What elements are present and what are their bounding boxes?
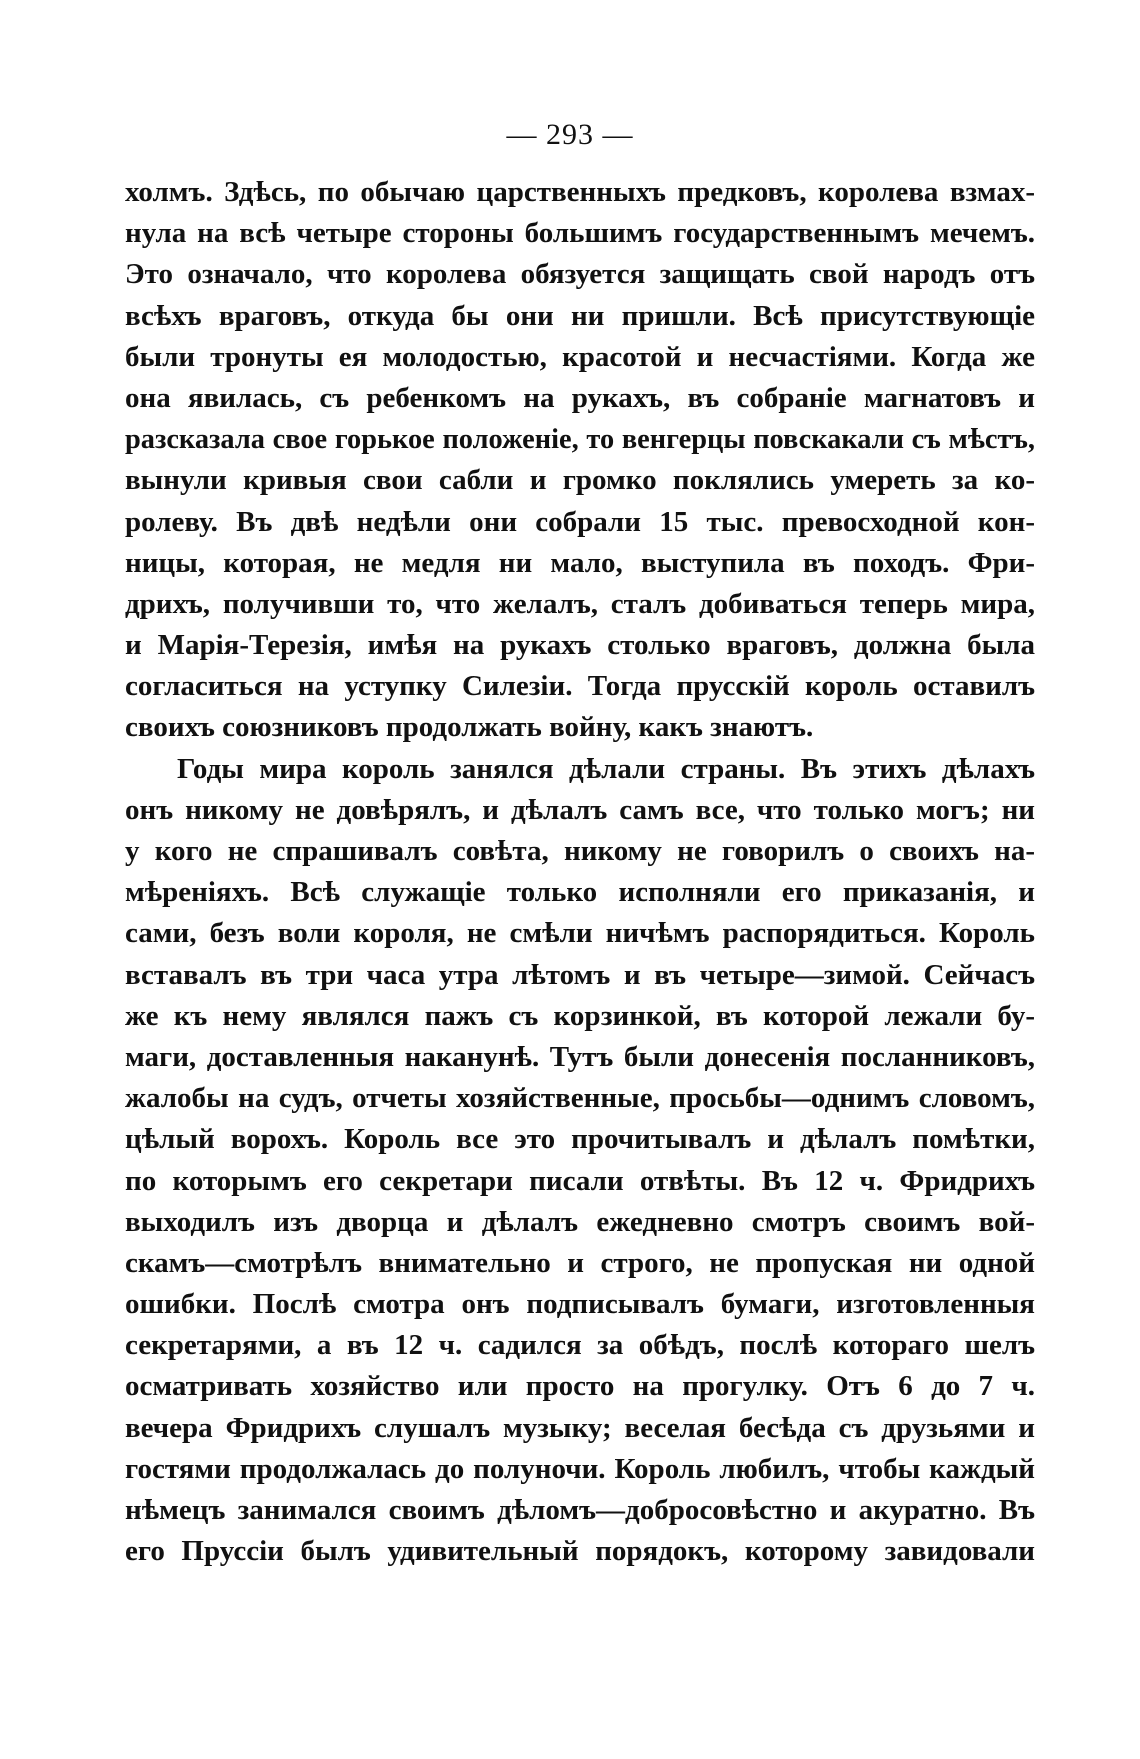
text-line: гостями продолжалась до полуночи. Король любилъ, чтобы каждый [125, 1452, 1035, 1485]
text-line: жалобы на судъ, отчеты хозяйственные, просьбы—однимъ словомъ, [125, 1082, 1035, 1115]
text-line: нѣмецъ занимался своимъ дѣломъ—добросовѣстно и акуратно. Въ [125, 1494, 1035, 1526]
text-line: мѣреніяхъ. Всѣ служащіе только исполняли его приказанія, и [125, 876, 1035, 909]
text-line: вечера Фридрихъ слушалъ музыку; веселая бесѣда съ друзьями и [125, 1411, 1035, 1444]
text-line: нула на всѣ четыре стороны большимъ государственнымъ мечемъ. [125, 217, 1035, 250]
text-line: скамъ—смотрѣлъ внимательно и строго, не пропуская ни одной [125, 1246, 1035, 1279]
text-line: его Пруссіи былъ удивительный порядокъ, которому завидовали [125, 1535, 1035, 1568]
text-line: у кого не спрашивалъ совѣта, никому не говорилъ о своихъ на- [125, 835, 1035, 867]
text-line: выходилъ изъ дворца и дѣлалъ ежедневно смотръ своимъ вой- [125, 1205, 1035, 1238]
text-line: осматривать хозяйство или просто на прогулку. Отъ 6 до 7 ч. [125, 1370, 1035, 1403]
text-line: вставалъ въ три часа утра лѣтомъ и въ четыре—зимой. Сейчасъ [125, 958, 1035, 991]
text-line: ролеву. Въ двѣ недѣли они собрали 15 тыс. превосходной кон- [125, 505, 1035, 538]
text-line: она явилась, съ ребенкомъ на рукахъ, въ собраніе магнатовъ и [125, 381, 1035, 414]
text-line: ошибки. Послѣ смотра онъ подписывалъ бумаги, изготовленныя [125, 1288, 1035, 1321]
text-line: же къ нему являлся пажъ съ корзинкой, въ которой лежали бу- [125, 999, 1035, 1032]
text-line: дрихъ, получивши то, что желалъ, сталъ добиваться теперь мира, [125, 587, 1035, 620]
text-line: Это означало, что королева обязуется защищать свой народъ отъ [125, 258, 1035, 291]
page-number: — 293 — [506, 118, 634, 151]
text-line: онъ никому не довѣрялъ, и дѣлалъ самъ все, что только могъ; ни [125, 793, 1035, 826]
text-line: секретарями, а въ 12 ч. садился за обѣдъ, послѣ котораго шелъ [125, 1329, 1035, 1362]
text-line: согласиться на уступку Силезіи. Тогда прусскій король оставилъ [125, 670, 1035, 703]
text-line: были тронуты ея молодостью, красотой и несчастіями. Когда же [125, 340, 1035, 373]
text-line: вынули кривыя свои сабли и громко поклялись умереть за ко- [125, 464, 1035, 497]
text-line: ницы, которая, не медля ни мало, выступила въ походъ. Фри- [125, 546, 1035, 579]
text-line: своихъ союзниковъ продолжать войну, какъ знаютъ. [125, 711, 814, 744]
text-line: по которымъ его секретари писали отвѣты. Въ 12 ч. Фридрихъ [125, 1164, 1035, 1197]
text-line: и Марія-Терезія, имѣя на рукахъ столько враговъ, должна была [125, 629, 1035, 662]
text-line: маги, доставленныя наканунѣ. Тутъ были донесенія посланниковъ, [125, 1040, 1035, 1073]
text-line: всѣхъ враговъ, откуда бы они ни пришли. Всѣ присутствующіе [125, 299, 1035, 332]
text-line: Годы мира король занялся дѣлали страны. Въ этихъ дѣлахъ [177, 752, 1035, 785]
text-line: разсказала свое горькое положеніе, то венгерцы повскакали съ мѣстъ, [125, 424, 1035, 456]
text-line: холмъ. Здѣсь, по обычаю царственныхъ предковъ, королева взмах- [125, 176, 1035, 208]
text-line: цѣлый ворохъ. Король все это прочитывалъ и дѣлалъ помѣтки, [125, 1123, 1035, 1156]
body-text [125, 172, 1035, 1572]
text-line: сами, безъ воли короля, не смѣли ничѣмъ распорядиться. Король [125, 917, 1035, 950]
